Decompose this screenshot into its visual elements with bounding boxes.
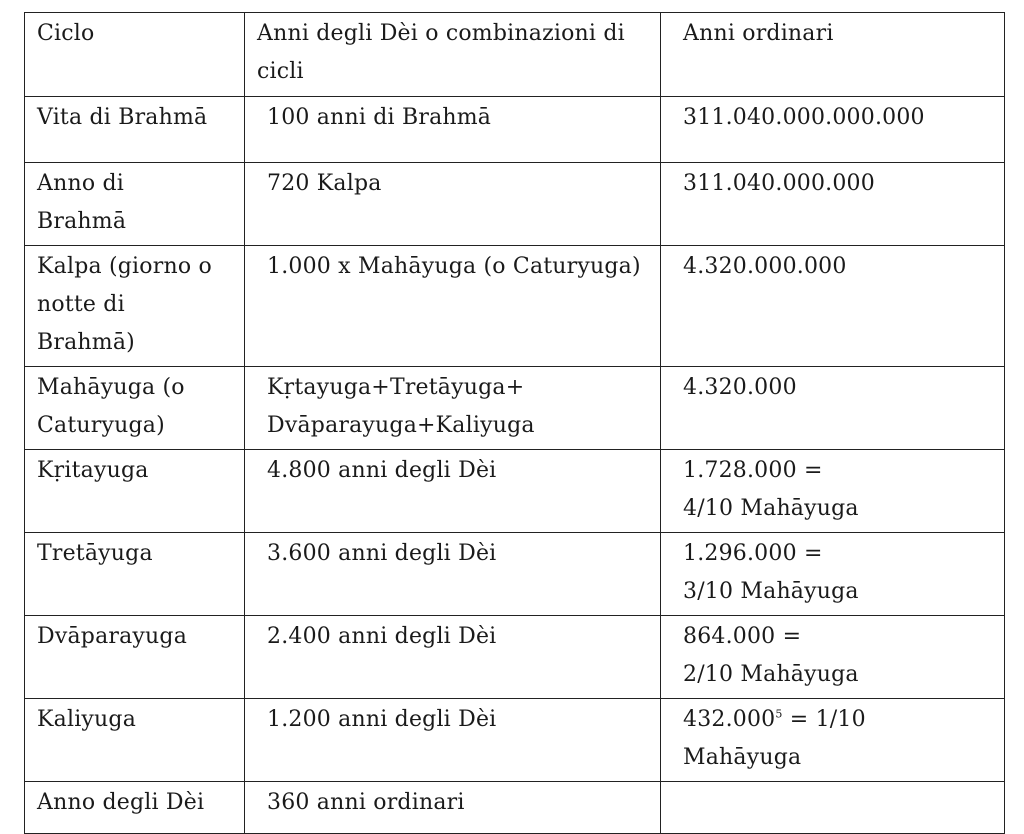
table-header-row [25,13,1005,97]
cell-text: 4/10 Mahāyuga [683,496,859,521]
cell-text: Vita di Brahmā [37,105,208,130]
cell-ciclo [25,367,245,450]
cell-text: 2/10 Mahāyuga [683,662,859,687]
cell-ciclo [25,616,245,699]
cell-anni-dei [245,97,661,163]
cell-text: 3/10 Mahāyuga [683,579,859,604]
footnote-marker: 5 [775,707,783,721]
header-anni-ordinari-text: Anni ordinari [683,21,834,46]
table-row [25,97,1005,163]
cell-anni-dei [245,450,661,533]
cell-anni-ordinari [661,97,1005,163]
cell-anni-ordinari [661,246,1005,367]
cell-ciclo [25,533,245,616]
cell-text: 4.800 anni degli Dèi [267,458,497,483]
cell-text: 4.320.000 [683,375,797,400]
cell-anni-dei [245,163,661,246]
table-row [25,450,1005,533]
cell-anni-dei [245,699,661,782]
cell-anni-ordinari [661,163,1005,246]
cell-ciclo [25,97,245,163]
cell-text: Kalpa (giorno o [37,254,212,279]
cell-ciclo [25,699,245,782]
kaliyuga-value-line [683,701,996,739]
cell-ciclo [25,450,245,533]
cell-anni-ordinari [661,616,1005,699]
cell-text: notte di [37,292,125,317]
cell-text: 360 anni ordinari [267,790,465,815]
table-row [25,699,1005,782]
cell-text: 432.000 [683,707,776,732]
header-ciclo-text: Ciclo [37,21,95,46]
cell-text: 720 Kalpa [267,171,382,196]
table-row [25,782,1005,834]
cell-text: 4.320.000.000 [683,254,847,279]
cell-ciclo [25,246,245,367]
header-anni-dei-line-1: Anni degli Dèi o combinazioni di [257,21,625,46]
cell-text: Brahmā [37,209,127,234]
cell-text: Caturyuga) [37,413,165,438]
cell-text: 100 anni di Brahmā [267,105,492,130]
cell-anni-ordinari [661,450,1005,533]
cell-text: Mahāyuga (o [37,375,185,400]
cell-text: Tretāyuga [37,541,153,566]
cell-text: 3.600 anni degli Dèi [267,541,497,566]
cell-anni-dei [245,616,661,699]
cell-anni-ordinari [661,782,1005,834]
cell-text: Kṛitayuga [37,458,149,483]
header-anni-dei-line-2: cicli [257,59,304,84]
cell-anni-ordinari [661,533,1005,616]
header-ciclo [25,13,245,97]
cell-text: 2.400 anni degli Dèi [267,624,497,649]
cell-text: 311.040.000.000.000 [683,105,925,130]
table-row [25,246,1005,367]
cell-text: 864.000 = [683,624,802,649]
cell-text: 311.040.000.000 [683,171,875,196]
cell-anni-ordinari [661,367,1005,450]
header-anni-dei [245,13,661,97]
table-row [25,367,1005,450]
cell-anni-dei [245,246,661,367]
cell-text: Kṛtayuga+Tretāyuga+ [267,375,525,400]
cell-text: 1.728.000 = [683,458,823,483]
cell-anni-dei [245,533,661,616]
cell-text: 1.200 anni degli Dèi [267,707,497,732]
cell-anni-dei [245,782,661,834]
cell-text: Kaliyuga [37,707,137,732]
cell-text: 1.000 x Mahāyuga (o Caturyuga) [267,254,641,279]
header-anni-ordinari [661,13,1005,97]
cell-text: Anno di [37,171,124,196]
table-row [25,616,1005,699]
cell-anni-ordinari [661,699,1005,782]
table-row [25,163,1005,246]
cell-text: Brahmā) [37,330,135,355]
cell-text: Dvāparayuga [37,624,188,649]
cell-ciclo [25,782,245,834]
cell-text: Dvāparayuga+Kaliyuga [267,413,535,438]
cell-text: 1.296.000 = [683,541,823,566]
table-row [25,533,1005,616]
cell-anni-dei [245,367,661,450]
cell-ciclo [25,163,245,246]
cell-text: Mahāyuga [683,745,802,770]
cell-text: Anno degli Dèi [37,790,205,815]
yuga-cycles-table [24,12,1005,834]
cell-text: = 1/10 [782,707,866,732]
